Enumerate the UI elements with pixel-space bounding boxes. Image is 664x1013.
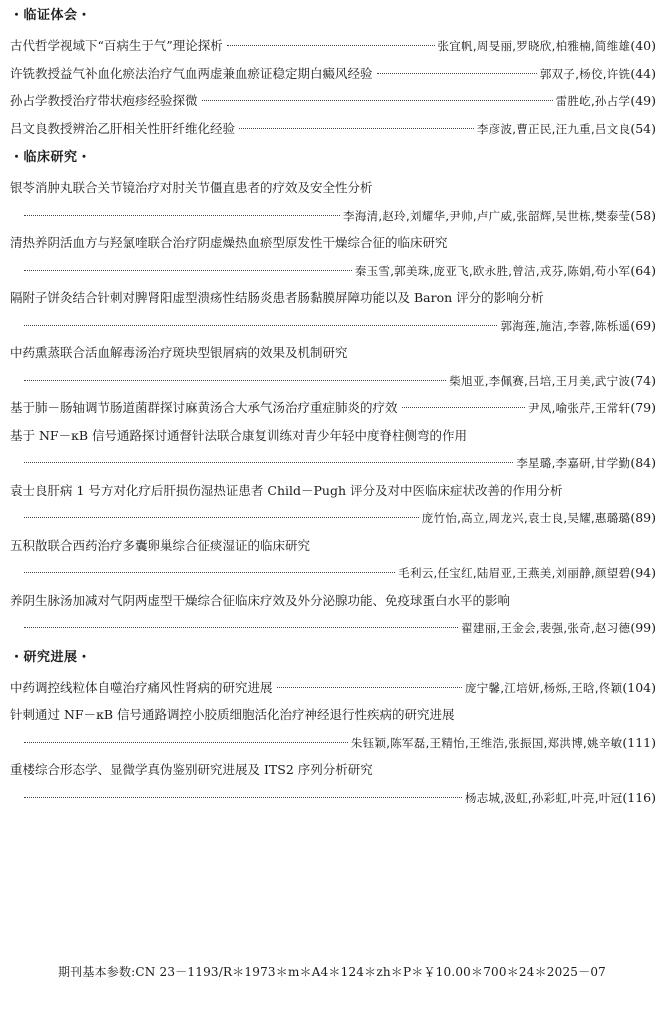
entry-author-line <box>10 729 656 757</box>
article-authors: 庞竹怡,高立,周龙兴,袁士良,吴耀,惠璐璐 <box>421 511 631 525</box>
page-number: (104) <box>622 679 656 695</box>
article-authors: 李星璐,李嘉研,甘学勤 <box>516 456 631 470</box>
page-number: (116) <box>622 789 656 805</box>
dot-leader <box>24 325 497 326</box>
article-authors: 秦玉雪,郭美珠,庞亚飞,欧永胜,曾洁,戎芬,陈娟,苟小军 <box>354 263 631 278</box>
journal-parameters-footer: 期刊基本参数:CN 23－1193/R＊1973＊m＊A4＊124＊zh＊P＊￥10.00＊700＊24＊2025－07 <box>57 965 606 979</box>
article-title[interactable]: 基于 NF－κB 信号通路探讨通督针法联合康复训练对青少年轻中度脊柱侧弯的作用 <box>10 427 468 443</box>
dot-leader <box>402 407 526 408</box>
article-title[interactable]: 许铣教授益气补血化瘀法治疗气血两虚兼血瘀证稳定期白癜风经验 <box>10 65 373 81</box>
toc-entry[interactable] <box>10 756 656 811</box>
article-title[interactable]: 养阴生脉汤加减对气阴两虚型干燥综合征临床疗效及外分泌腺功能、免疫球蛋白水平的影响 <box>10 592 511 608</box>
entry-author-line <box>10 312 656 340</box>
toc-entry[interactable] <box>10 422 656 477</box>
page-number: (74) <box>630 372 656 388</box>
toc-entry[interactable] <box>10 339 656 394</box>
page-number: (84) <box>630 455 656 470</box>
article-authors: 张宜帆,周旻丽,罗晓欣,柏雅楠,简维雄 <box>437 39 631 53</box>
entry-author-line <box>10 202 656 230</box>
entry-author-line <box>10 257 656 285</box>
article-authors: 柴旭亚,李佩赛,吕培,王月美,武宁波 <box>449 373 631 388</box>
dot-leader <box>377 73 537 74</box>
article-title[interactable]: 基于肺－肠轴调节肠道菌群探讨麻黄汤合大承气汤治疗重症肺炎的疗效 <box>10 400 398 415</box>
page-number: (40) <box>630 38 656 53</box>
dot-leader <box>24 742 348 743</box>
dot-leader <box>227 45 435 46</box>
section-heading: ・临证体会・ <box>10 8 92 23</box>
dot-leader <box>24 517 419 518</box>
entry-author-line <box>10 504 656 532</box>
entry-author-line <box>10 367 656 395</box>
article-authors: 翟建丽,王金会,裴强,张奇,赵习德 <box>461 621 631 635</box>
dot-leader <box>202 100 553 101</box>
toc-entry[interactable] <box>10 394 656 422</box>
article-title[interactable]: 古代哲学视域下“百病生于气”理论探析 <box>10 38 223 53</box>
page-number: (69) <box>630 317 656 333</box>
entry-line <box>10 394 656 422</box>
toc-entry[interactable] <box>10 229 656 284</box>
article-authors: 庞宁馨,江培妍,杨烁,王晗,佟颖 <box>464 680 623 695</box>
dot-leader <box>24 380 446 381</box>
article-title[interactable]: 重楼综合形态学、显微学真伪鉴别研究进展及 ITS2 序列分析研究 <box>10 762 373 777</box>
page-number: (58) <box>630 207 656 223</box>
page-number: (54) <box>630 120 656 136</box>
entry-author-line <box>10 559 656 587</box>
article-authors: 毛利云,任宝红,陆眉亚,王燕美,刘丽静,颜望碧 <box>398 566 631 580</box>
entry-author-line <box>10 614 656 642</box>
article-authors: 尹凤,喻张芹,王常轩 <box>528 401 631 415</box>
dot-leader <box>24 572 395 573</box>
page-number: (44) <box>630 65 656 81</box>
entry-line <box>10 60 656 88</box>
toc-section <box>10 648 656 812</box>
entry-line <box>10 674 656 702</box>
toc-entry[interactable] <box>10 477 656 532</box>
article-authors: 雷胜屹,孙占学 <box>555 94 631 108</box>
page-number: (99) <box>630 620 656 635</box>
entry-author-line <box>10 784 656 812</box>
entry-line <box>10 32 656 60</box>
article-title[interactable]: 袁士良肝病 1 号方对化疗后肝损伤湿热证患者 Child－Pugh 评分及对中医临床症状改善的作用分析 <box>10 482 563 498</box>
section-heading: ・临床研究・ <box>10 150 92 165</box>
article-title[interactable]: 中药调控线粒体自噬治疗痛风性肾病的研究进展 <box>10 679 273 695</box>
article-title[interactable]: 五积散联合西药治疗多囊卵巢综合征痰湿证的临床研究 <box>10 537 311 553</box>
page-number: (79) <box>630 400 656 415</box>
dot-leader <box>24 462 513 463</box>
article-title[interactable]: 针刺通过 NF－κB 信号通路调控小胶质细胞活化治疗神经退行性疾病的研究进展 <box>10 707 455 722</box>
entry-line <box>10 87 656 115</box>
toc-entry[interactable] <box>10 701 656 756</box>
article-authors: 郭双子,杨佼,许铣 <box>539 66 631 81</box>
toc-entry[interactable] <box>10 674 656 702</box>
entry-author-line <box>10 449 656 477</box>
page-number: (111) <box>622 734 656 750</box>
article-title[interactable]: 隔附子饼灸结合针刺对脾肾阳虚型溃疡性结肠炎患者肠黏膜屏障功能以及 Baron 评分的影响分析 <box>10 290 544 305</box>
article-authors: 郭海莲,施洁,李蓉,陈栎遥 <box>500 318 631 333</box>
page-number: (49) <box>630 93 656 108</box>
toc-entry[interactable] <box>10 115 656 143</box>
article-title[interactable]: 孙占学教授治疗带状疱疹经验探微 <box>10 93 198 108</box>
article-title[interactable]: 银苓消肿丸联合关节镜治疗对肘关节僵直患者的疗效及安全性分析 <box>10 180 373 195</box>
toc-section <box>10 148 656 642</box>
toc-entry[interactable] <box>10 284 656 339</box>
page-number: (64) <box>630 262 656 278</box>
toc-section <box>10 6 656 142</box>
article-title[interactable]: 中药熏蒸联合活血解毒汤治疗斑块型银屑病的效果及机制研究 <box>10 345 348 360</box>
dot-leader <box>24 797 462 798</box>
article-authors: 朱钰颖,陈军磊,王精怡,王维浩,张振国,郑洪博,姚辛敏 <box>350 735 623 750</box>
dot-leader <box>24 627 458 628</box>
entry-line <box>10 115 656 143</box>
article-authors: 李彦波,曹正民,汪九重,吕文良 <box>476 121 631 136</box>
article-title[interactable]: 清热养阴活血方与羟氯喹联合治疗阴虚燥热血瘀型原发性干燥综合征的临床研究 <box>10 235 448 250</box>
toc-entry[interactable] <box>10 32 656 60</box>
section-heading: ・研究进展・ <box>10 649 92 665</box>
page-number: (89) <box>630 510 656 525</box>
toc-entry[interactable] <box>10 60 656 88</box>
toc-entry[interactable] <box>10 587 656 642</box>
toc-entry[interactable] <box>10 174 656 229</box>
dot-leader <box>24 215 340 216</box>
article-authors: 李海清,赵玲,刘耀华,尹帅,卢广威,张韶辉,吴世栋,樊泰莹 <box>343 208 631 223</box>
page-number: (94) <box>630 565 656 580</box>
toc-entry[interactable] <box>10 87 656 115</box>
article-title[interactable]: 吕文良教授辨治乙肝相关性肝纤维化经验 <box>10 120 236 136</box>
toc-entry[interactable] <box>10 532 656 587</box>
article-authors: 杨志城,汲虹,孙彩虹,叶亮,叶冠 <box>464 790 623 805</box>
dot-leader <box>277 687 462 688</box>
dot-leader <box>239 128 474 129</box>
table-of-contents <box>10 0 656 811</box>
dot-leader <box>24 270 352 271</box>
